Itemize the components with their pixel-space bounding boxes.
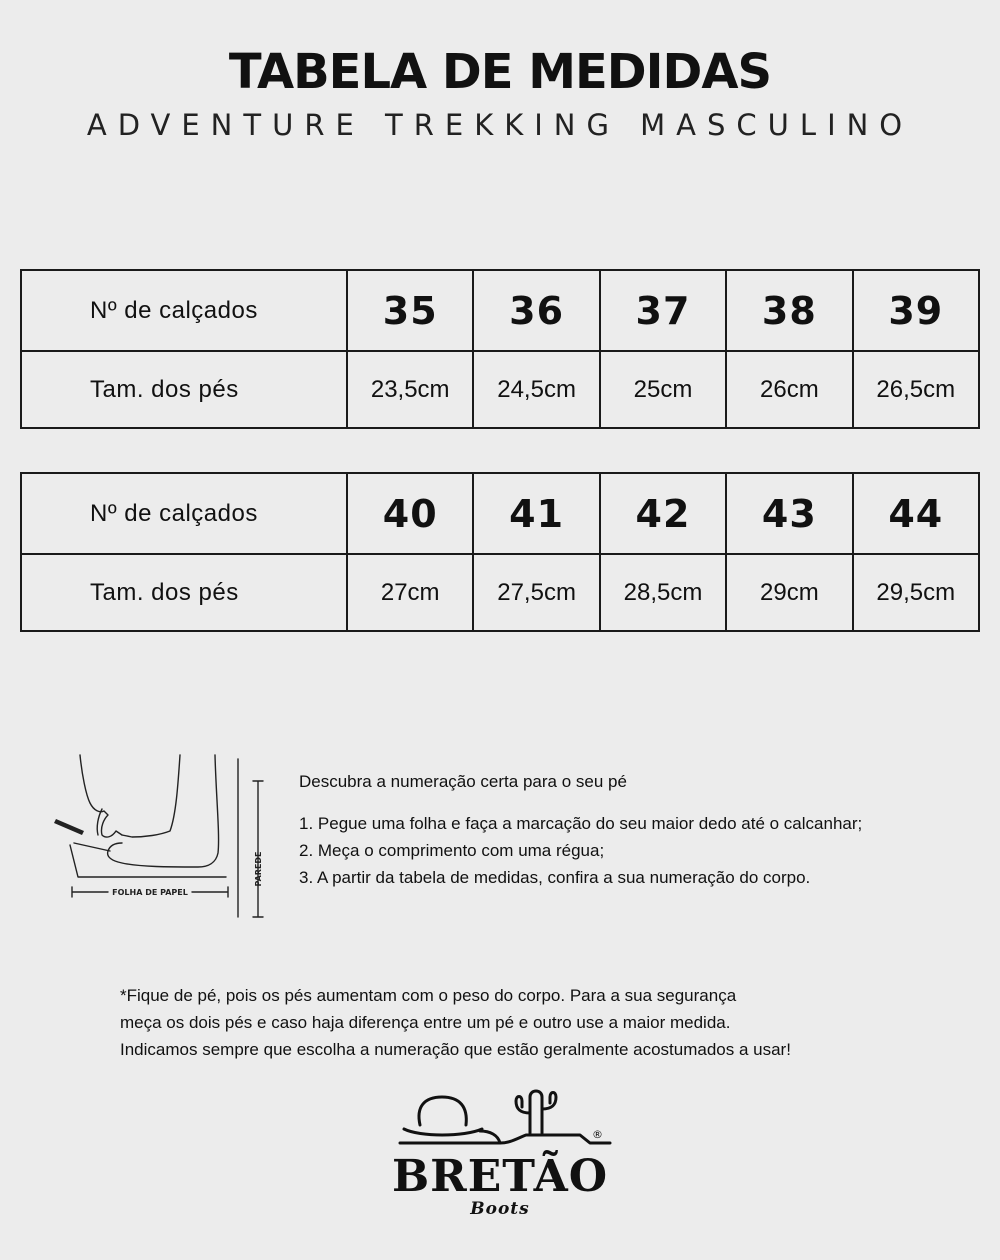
foot-outline [122, 755, 180, 837]
foot-measuring-diagram [50, 745, 280, 925]
foot-length-cell: 25cm [600, 351, 726, 428]
foot-length-cell: 27cm [347, 554, 473, 631]
foot-row-label: Tam. dos pés [21, 554, 347, 631]
wall-dimension-line [253, 781, 263, 917]
foot-row-label: Tam. dos pés [21, 351, 347, 428]
note-line: *Fique de pé, pois os pés aumentam com o peso do corpo. Para a sua segurança [120, 986, 737, 1005]
wall-label: PAREDE [254, 851, 263, 887]
measuring-instructions [299, 768, 979, 891]
pen-icon [54, 819, 84, 835]
paper-label: FOLHA DE PAPEL [112, 888, 188, 897]
logo-sub-text: Boots [470, 1199, 530, 1219]
note-line: meça os dois pés e caso haja diferença entre um pé e outro use a maior medida. [120, 1013, 731, 1032]
size-cell: 42 [600, 473, 726, 554]
size-cell: 44 [853, 473, 979, 554]
foot-length-cell: 29cm [726, 554, 852, 631]
size-cell: 38 [726, 270, 852, 351]
table-row [21, 270, 979, 351]
registered-mark: ® [592, 1128, 603, 1141]
size-cell: 40 [347, 473, 473, 554]
list-item: 2. Meça o comprimento com uma régua; [299, 841, 605, 860]
foot-length-cell: 27,5cm [473, 554, 599, 631]
foot-length-cell: 26,5cm [853, 351, 979, 428]
size-cell: 36 [473, 270, 599, 351]
foot-length-cell: 23,5cm [347, 351, 473, 428]
list-item: 3. A partir da tabela de medidas, confira a sua numeração do corpo. [299, 868, 811, 887]
size-table-1 [20, 269, 980, 429]
size-cell: 43 [726, 473, 852, 554]
foot-length-cell: 24,5cm [473, 351, 599, 428]
logo-brand-text: BRETÃO [391, 1151, 609, 1202]
size-cell: 35 [347, 270, 473, 351]
page-subtitle: ADVENTURE TREKKING MASCULINO [86, 108, 914, 142]
table-row [21, 351, 979, 428]
foot-length-cell: 28,5cm [600, 554, 726, 631]
table-row [21, 554, 979, 631]
list-item: 1. Pegue uma folha e faça a marcação do seu maior dedo até o calcanhar; [299, 814, 863, 833]
sizing-note [120, 982, 960, 1063]
hand-outline [80, 755, 122, 837]
foot-length-cell: 26cm [726, 351, 852, 428]
foot-length-cell: 29,5cm [853, 554, 979, 631]
heel-outline [108, 755, 219, 867]
size-table-2 [20, 472, 980, 632]
size-row-label: Nº de calçados [21, 270, 347, 351]
size-cell: 39 [853, 270, 979, 351]
instructions-heading: Descubra a numeração certa para o seu pé [299, 772, 627, 791]
paper-sheet [70, 845, 226, 877]
logo-mark-icon [380, 1085, 620, 1155]
instructions-steps [299, 810, 979, 891]
bretao-boots-logo [380, 1085, 620, 1220]
table-row [21, 473, 979, 554]
page-title: TABELA DE MEDIDAS [228, 44, 772, 100]
size-cell: 41 [473, 473, 599, 554]
size-row-label: Nº de calçados [21, 473, 347, 554]
note-line: Indicamos sempre que escolha a numeração que estão geralmente acostumados a usar! [120, 1040, 791, 1059]
size-cell: 37 [600, 270, 726, 351]
